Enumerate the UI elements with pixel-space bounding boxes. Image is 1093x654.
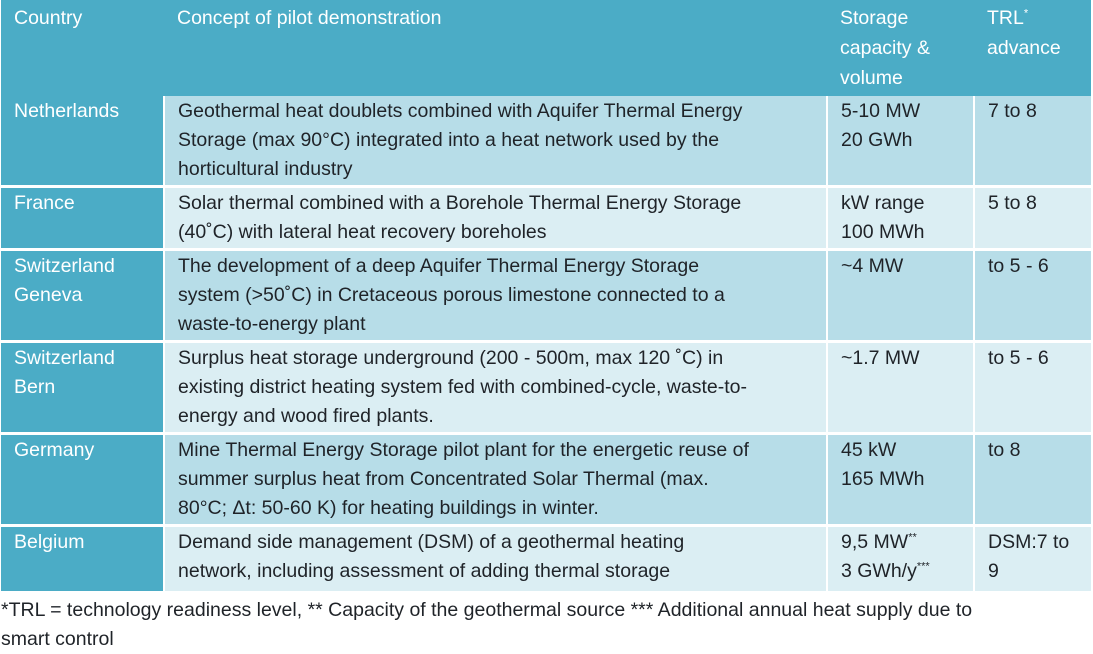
cell-storage: ~1.7 MW bbox=[827, 342, 974, 434]
cell-trl: 7 to 8 bbox=[974, 96, 1091, 187]
cell-concept: Solar thermal combined with a Borehole Thermal Energy Storage (40˚C) with lateral heat recovery boreholes bbox=[164, 187, 827, 250]
cell-trl: to 5 - 6 bbox=[974, 342, 1091, 434]
cell-country: Switzerland Bern bbox=[1, 342, 164, 434]
cell-storage: kW range 100 MWh bbox=[827, 187, 974, 250]
cell-country: Belgium bbox=[1, 526, 164, 593]
cell-storage: 5-10 MW 20 GWh bbox=[827, 96, 974, 187]
table-row bbox=[1, 342, 1091, 434]
cell-concept: Demand side management (DSM) of a geothermal heating network, including assessment of adding thermal storage bbox=[164, 526, 827, 593]
pilot-demonstration-table bbox=[1, 0, 1091, 594]
cell-concept: The development of a deep Aquifer Thermal Energy Storage system (>50˚C) in Cretaceous porous limestone connected to a waste-to-energy plant bbox=[164, 250, 827, 342]
table-row bbox=[1, 434, 1091, 526]
cell-trl: to 8 bbox=[974, 434, 1091, 526]
table-row bbox=[1, 526, 1091, 593]
table-header-row bbox=[1, 0, 1091, 96]
cell-concept: Surplus heat storage underground (200 - 500m, max 120 ˚C) in existing district heating system fed with combined-cycle, waste-to- energy and wood fired plants. bbox=[164, 342, 827, 434]
cell-concept: Mine Thermal Energy Storage pilot plant for the energetic reuse of summer surplus heat from Concentrated Solar Thermal (max. 80°C; Δt: 50-60 K) for heating buildings in winter. bbox=[164, 434, 827, 526]
cell-trl: DSM:7 to 9 bbox=[974, 526, 1091, 593]
cell-country: France bbox=[1, 187, 164, 250]
header-storage: Storage capacity & volume bbox=[827, 0, 974, 96]
cell-storage: 45 kW 165 MWh bbox=[827, 434, 974, 526]
cell-storage: 9,5 MW** 3 GWh/y*** bbox=[827, 526, 974, 593]
table-row bbox=[1, 187, 1091, 250]
header-trl: TRL* advance bbox=[974, 0, 1091, 96]
cell-trl: 5 to 8 bbox=[974, 187, 1091, 250]
table-footnote: *TRL = technology readiness level, ** Capacity of the geothermal source *** Additional annual heat supply due to smart control bbox=[1, 599, 973, 650]
cell-country: Switzerland Geneva bbox=[1, 250, 164, 342]
cell-trl: to 5 - 6 bbox=[974, 250, 1091, 342]
header-country: Country bbox=[1, 0, 164, 96]
table-row bbox=[1, 250, 1091, 342]
table-row bbox=[1, 96, 1091, 187]
cell-country: Netherlands bbox=[1, 96, 164, 187]
cell-country: Germany bbox=[1, 434, 164, 526]
cell-concept: Geothermal heat doublets combined with Aquifer Thermal Energy Storage (max 90°C) integrated into a heat network used by the horticultural industry bbox=[164, 96, 827, 187]
cell-storage: ~4 MW bbox=[827, 250, 974, 342]
header-concept: Concept of pilot demonstration bbox=[164, 0, 827, 96]
